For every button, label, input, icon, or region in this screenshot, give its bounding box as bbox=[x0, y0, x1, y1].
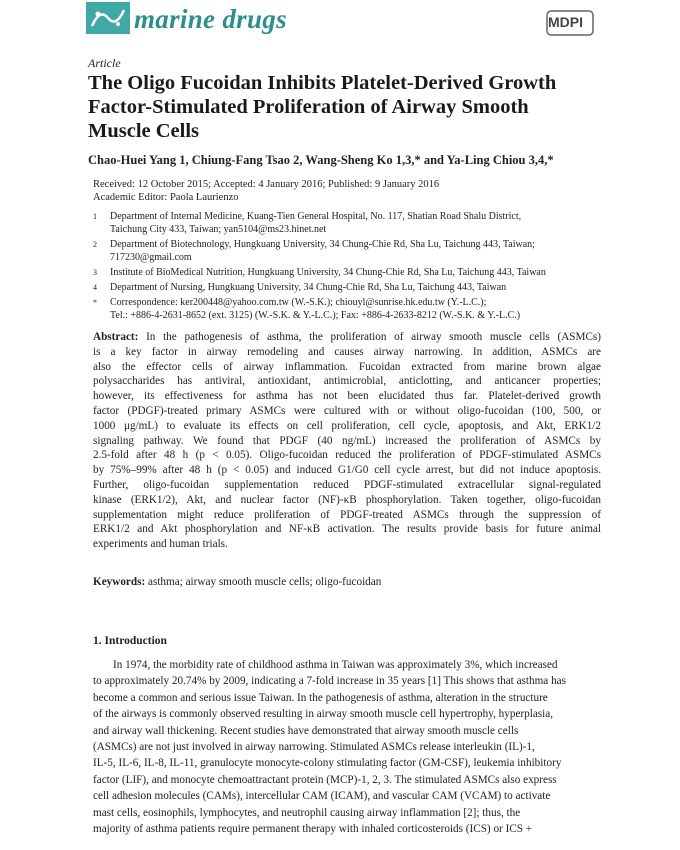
keywords-text: asthma; airway smooth muscle cells; oligo-fucoidan bbox=[148, 576, 382, 588]
abstract-line: polysaccharides has antiviral, antioxidant, antimicrobial, anticlotting, and anticancer properties; bbox=[93, 375, 601, 388]
abstract-line: by 75%–99% after 48 h (p < 0.05) and induced G1/G0 cell cycle arrest, but did not induce apoptosis. bbox=[93, 464, 601, 477]
abstract-line: In the pathogenesis of asthma, the proliferation of airway smooth muscle cells (ASMCs) bbox=[146, 331, 602, 343]
abstract-line: ERK1/2 and Akt phosphorylation and NF-κB activation. The results provide basis for future animal bbox=[93, 523, 601, 536]
body-line: cell adhesion molecules (CAMs), intercellular CAM (ICAM), and vascular CAM (VCAM) to activate bbox=[93, 790, 551, 803]
abstract-line: however, its effectiveness for asthma has not been elucidated thus far. Platelet-derived growth bbox=[93, 390, 601, 403]
journal-logo-icon bbox=[86, 2, 130, 34]
body-line: In 1974, the morbidity rate of childhood asthma in Taiwan was approximately 3%, which increased bbox=[113, 659, 558, 671]
body-line: of the airways is commonly observed resulting in airway smooth muscle cell hypertrophy, hyperplasia, bbox=[93, 708, 554, 721]
body-line: to approximately 20.74% by 2009, indicating a 7-fold increase in 35 years [1] This shows that asthma has bbox=[93, 675, 566, 688]
abstract-line: Further, oligo-fucoidan supplementation reduced PDGF-stimulated extracellular signal-regulated bbox=[93, 478, 601, 491]
abstract-line: also the effector cells of airway inflammation. Fucoidan extracted from marine brown algae bbox=[93, 360, 601, 373]
affiliation-mark: 1 bbox=[93, 212, 97, 221]
abstract-line: experiments and human trials. bbox=[93, 538, 228, 551]
body-line: majority of asthma patients require permanent therapy with inhaled corticosteroids (ICS) or ICS + bbox=[93, 823, 533, 836]
abstract-line: signaling pathway. We found that PDGF (40 ng/mL) increased the proliferation of ASMCs by bbox=[93, 434, 601, 447]
abstract bbox=[93, 330, 601, 552]
abstract-line: is a key factor in airway remodeling and causes airway narrowing. In addition, ASMCs are bbox=[93, 345, 601, 358]
affiliation-mark: * bbox=[93, 298, 97, 307]
affiliation-line: Department of Nursing, Hungkuang University, 34 Chung-Chie Rd, Sha Lu, Taichung 443, Taiwan bbox=[110, 282, 507, 293]
body-line: (ASMCs) are not just involved in airway narrowing. Stimulated ASMCs release interleukin (IL)-1, bbox=[93, 741, 535, 754]
abstract-line: kinase (ERK1/2), Akt, and nuclear factor (NF)-κB phosphorylation. Taken together, oligo-fucoidan bbox=[93, 493, 601, 506]
body-line: become a common and serious issue Taiwan. In the pathogenesis of asthma, alteration in the structure bbox=[93, 691, 548, 704]
publisher-name: MDPI bbox=[548, 14, 583, 30]
keywords-label: Keywords: bbox=[93, 576, 146, 588]
abstract-line: supplementation might reduce proliferation of PDGF-treated ASMCs through the suppression of bbox=[93, 508, 601, 521]
abstract-label: Abstract: bbox=[93, 331, 139, 343]
title-line: The Oligo Fucoidan Inhibits Platelet-Derived Growth bbox=[88, 72, 557, 94]
body-line: factor (LIF), and monocyte chemoattractant protein (MCP)-1, 2, 3. The stimulated ASMCs also express bbox=[93, 773, 557, 786]
abstract-line: 2.5-fold after 48 h (p < 0.05). Oligo-fucoidan reduced the proliferation of PDGF-stimulated ASMCs bbox=[93, 449, 601, 462]
publication-dates bbox=[93, 178, 439, 204]
affiliation-line: Department of Biotechnology, Hungkuang University, 34 Chung-Chie Rd, Sha Lu, Taichung 443, Taiwan; bbox=[110, 239, 535, 250]
journal-name: marine drugs bbox=[134, 4, 287, 34]
affiliation-mark: 2 bbox=[93, 240, 97, 249]
keywords bbox=[93, 576, 381, 588]
introduction-body bbox=[93, 657, 603, 837]
section-heading: 1. Introduction bbox=[93, 635, 167, 647]
title-line: Factor-Stimulated Proliferation of Airway Smooth bbox=[88, 96, 529, 118]
article-title bbox=[88, 71, 608, 143]
correspondence-email: Correspondence: ker200448@yahoo.com.tw (W.-S.K.); chiouyl@sunrise.hk.edu.tw (Y.-L.C.); bbox=[110, 297, 487, 308]
dates-line: Received: 12 October 2015; Accepted: 4 January 2016; Published: 9 January 2016 bbox=[93, 179, 440, 190]
academic-editor: Academic Editor: Paola Laurienzo bbox=[93, 192, 239, 203]
affiliation-line: Institute of BioMedical Nutrition, Hungkuang University, 34 Chung-Chie Rd, Sha Lu, Taichung 443, Taiwan bbox=[110, 267, 546, 278]
body-line: mast cells, eosinophils, lymphocytes, and neutrophil causing airway inflammation [2]; thus, the bbox=[93, 806, 521, 819]
correspondence-phone: Tel.: +886-4-2631-8652 (ext. 3125) (W.-S.K. & Y.-L.C.); Fax: +886-4-2633-8212 (W.-S.K. & Y.-L.C.) bbox=[110, 310, 521, 321]
body-line: and airway wall thickening. Recent studies have demonstrated that airway smooth muscle cells bbox=[93, 724, 519, 737]
title-line: Muscle Cells bbox=[88, 120, 200, 142]
affiliation-line: Department of Internal Medicine, Kuang-Tien General Hospital, No. 117, Shatian Road Shalu District, bbox=[110, 211, 522, 222]
affiliation-mark: 4 bbox=[93, 283, 97, 292]
affiliation-line: 717230@gmail.com bbox=[110, 252, 192, 263]
abstract-line: 1000 μg/mL) to evaluate its effects on cell proliferation, cell cycle, apoptosis, and Akt, ERK1/2 bbox=[93, 419, 601, 432]
author-list: Chao-Huei Yang 1, Chiung-Fang Tsao 2, Wang-Sheng Ko 1,3,* and Ya-Ling Chiou 3,4,* bbox=[88, 153, 554, 167]
article-type: Article bbox=[88, 56, 121, 70]
body-line: IL-5, IL-6, IL-8, IL-11, granulocyte monocyte-colony stimulating factor (GM-CSF), leukemia inhibitory bbox=[93, 757, 562, 770]
affiliation-line: Taichung City 433, Taiwan; yan5104@ms23.hinet.net bbox=[110, 224, 327, 235]
affiliation-mark: 3 bbox=[93, 268, 97, 277]
abstract-line: factor (PDGF)-treated primary ASMCs were cultured with or without oligo-fucoidan (100, 500, or bbox=[93, 404, 601, 417]
